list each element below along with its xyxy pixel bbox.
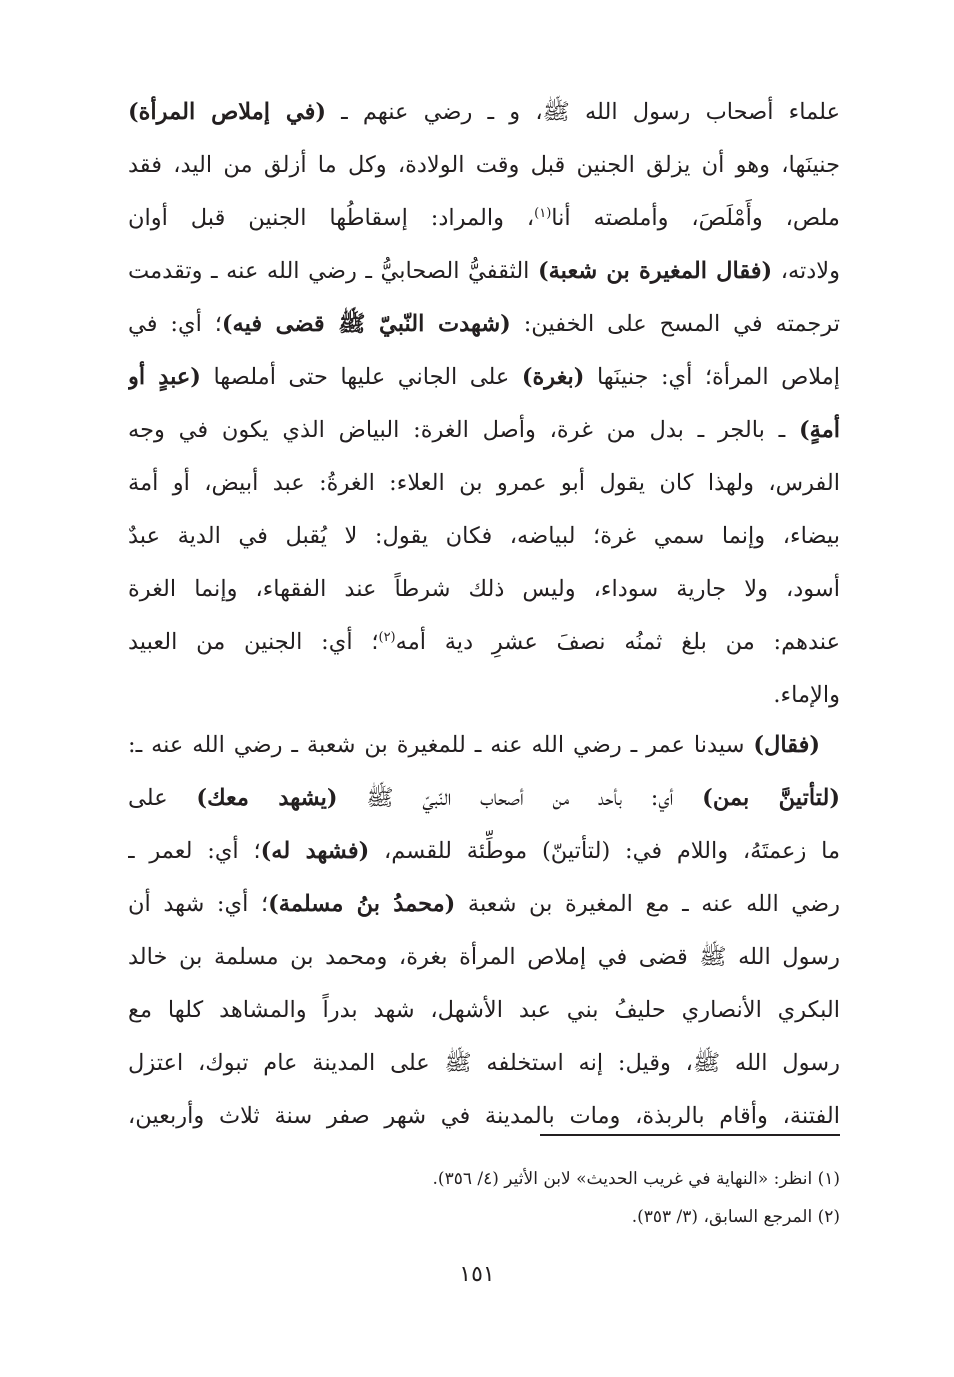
text-run: على	[128, 785, 197, 811]
text-run: جنينَها، وهو أن يزلق الجنين قبل وقت الولادة، وكل ما أزلق من اليد، فقد	[128, 152, 840, 178]
text-line	[128, 245, 840, 298]
text-run: ؛ أي: الجنين من العبيد	[128, 629, 379, 655]
quoted-hadith-text: (فشهد له)	[260, 838, 370, 864]
quoted-hadith-text: (يشهد معك)	[196, 785, 338, 811]
text-run: رضي الله عنه ـ مع المغيرة بن شعبة	[455, 891, 840, 917]
footnote-separator	[540, 1134, 840, 1136]
footnote-marker[interactable]: (٢)	[378, 630, 396, 645]
text-line	[128, 457, 840, 510]
text-run: بيضاء، وإنما سمي غرة؛ لبياضه، فكان يقول: لا يُقبل في الدية عبدٌ	[128, 523, 840, 549]
text-run: سيدنا عمر ـ رضي الله عنه ـ للمغيرة بن شعبة ـ رضي الله عنه ـ:	[128, 732, 754, 758]
text-line	[128, 192, 840, 245]
text-run: ؛ أي: في	[128, 311, 222, 337]
text-line	[128, 719, 840, 772]
quoted-hadith-text: (عبدٍ أو	[128, 364, 201, 390]
quoted-hadith-text: (بغرة)	[521, 364, 585, 390]
text-line	[128, 772, 840, 825]
text-run: إملاص المرأة؛ أي: جنينَها	[584, 364, 840, 390]
text-run: ترجمته في المسح على الخفين:	[510, 311, 840, 337]
text-run: الفرس، ولهذا كان يقول أبو عمرو بن العلاء: الغرةُ: عبد أبيض، أو أمة	[128, 470, 840, 496]
text-run: ؛ أي: لعمر ـ	[128, 838, 261, 864]
quoted-hadith-text: (شهدت النّبيّ ﷺ قضى فيه)	[221, 311, 511, 337]
quoted-hadith-text: أمةٍ)	[798, 417, 840, 443]
text-run: الثقفيُّ الصحابيُّ ـ رضي الله عنه ـ وتقدمت	[128, 258, 538, 284]
page-number: ١٥١	[459, 1262, 495, 1287]
text-run: على الجاني عليها حتى أملصها	[200, 364, 522, 390]
text-line	[128, 669, 840, 722]
footnote-2: (٢) المرجع السابق، (٣/ ٣٥٣).	[631, 1207, 840, 1227]
text-run: عندهم: من بلغ ثمنُه نصفَ عشرِ دية أمه	[395, 629, 840, 655]
text-run: البكري الأنصاري حليفُ بني عبد الأشهل، شهد بدراً والمشاهد كلها مع	[128, 997, 840, 1023]
text-line	[128, 984, 840, 1037]
text-run: أسود، ولا جارية سوداء، وليس ذلك شرطاً عند الفقهاء، وإنما الغرة	[128, 576, 840, 602]
text-line	[128, 298, 840, 351]
text-run: رسول الله ﷺ قضى في إملاص المرأة بغرة، ومحمد بن مسلمة بن خالد	[128, 944, 840, 970]
text-run: علماء أصحاب رسول الله ﷺ، و ـ رضي عنهم ـ	[326, 99, 840, 125]
text-run: ـ بالجر ـ بدل من غرة، وأصل الغرة: البياض الذي يكون في وجه	[128, 417, 799, 443]
text-line	[128, 878, 840, 931]
commentary-paragraph-2	[128, 719, 840, 1143]
text-run: الفتنة، وأقام بالربذة، ومات بالمدينة في شهر صفر سنة ثلاث وأربعين،	[128, 1103, 840, 1129]
text-line	[128, 86, 840, 139]
text-run: رسول الله ﷺ، وقيل: إنه استخلفه ﷺ على المدينة عام تبوك، اعتزل	[128, 1050, 840, 1076]
text-run: أي: بأحد من أصحاب النّبيّ ﷺ	[337, 785, 703, 811]
text-run: ، والمراد: إسقاطُها الجنين قبل أوان	[128, 205, 535, 231]
text-line	[128, 931, 840, 984]
text-line	[128, 351, 840, 404]
text-line	[128, 563, 840, 616]
quoted-hadith-text: (فقال المغيرة بن شعبة)	[537, 258, 773, 284]
quoted-hadith-text: (محمدُ بنُ مسلمة)	[268, 891, 456, 917]
commentary-paragraph-1	[128, 86, 840, 722]
text-line	[128, 1037, 840, 1090]
text-run: ولادته،	[772, 258, 840, 284]
text-line	[128, 139, 840, 192]
quoted-hadith-text: (في إملاص المرأة)	[128, 99, 326, 125]
text-line	[128, 825, 840, 878]
footnotes	[128, 1160, 840, 1236]
text-run: ؛ أي: شهد أن	[128, 891, 269, 917]
quoted-hadith-text: (لتأتينَّ بمن)	[702, 785, 840, 811]
text-run: ملص، وأَمْلَصَ، وأملصته أنا	[551, 205, 840, 231]
footnote-1: (١) انظر: «النهاية في غريب الحديث» لابن الأثير (٤/ ٣٥٦).	[432, 1169, 840, 1189]
footnote-marker[interactable]: (١)	[534, 206, 552, 221]
text-line	[128, 616, 840, 669]
text-run: والإماء.	[773, 682, 840, 708]
text-line	[128, 404, 840, 457]
quoted-hadith-text: (فقال)	[753, 732, 820, 758]
text-run: ما زعمتَهُ، واللام في: (لتأتينّ) موطِّئة للقسم،	[369, 838, 840, 864]
text-line	[128, 510, 840, 563]
